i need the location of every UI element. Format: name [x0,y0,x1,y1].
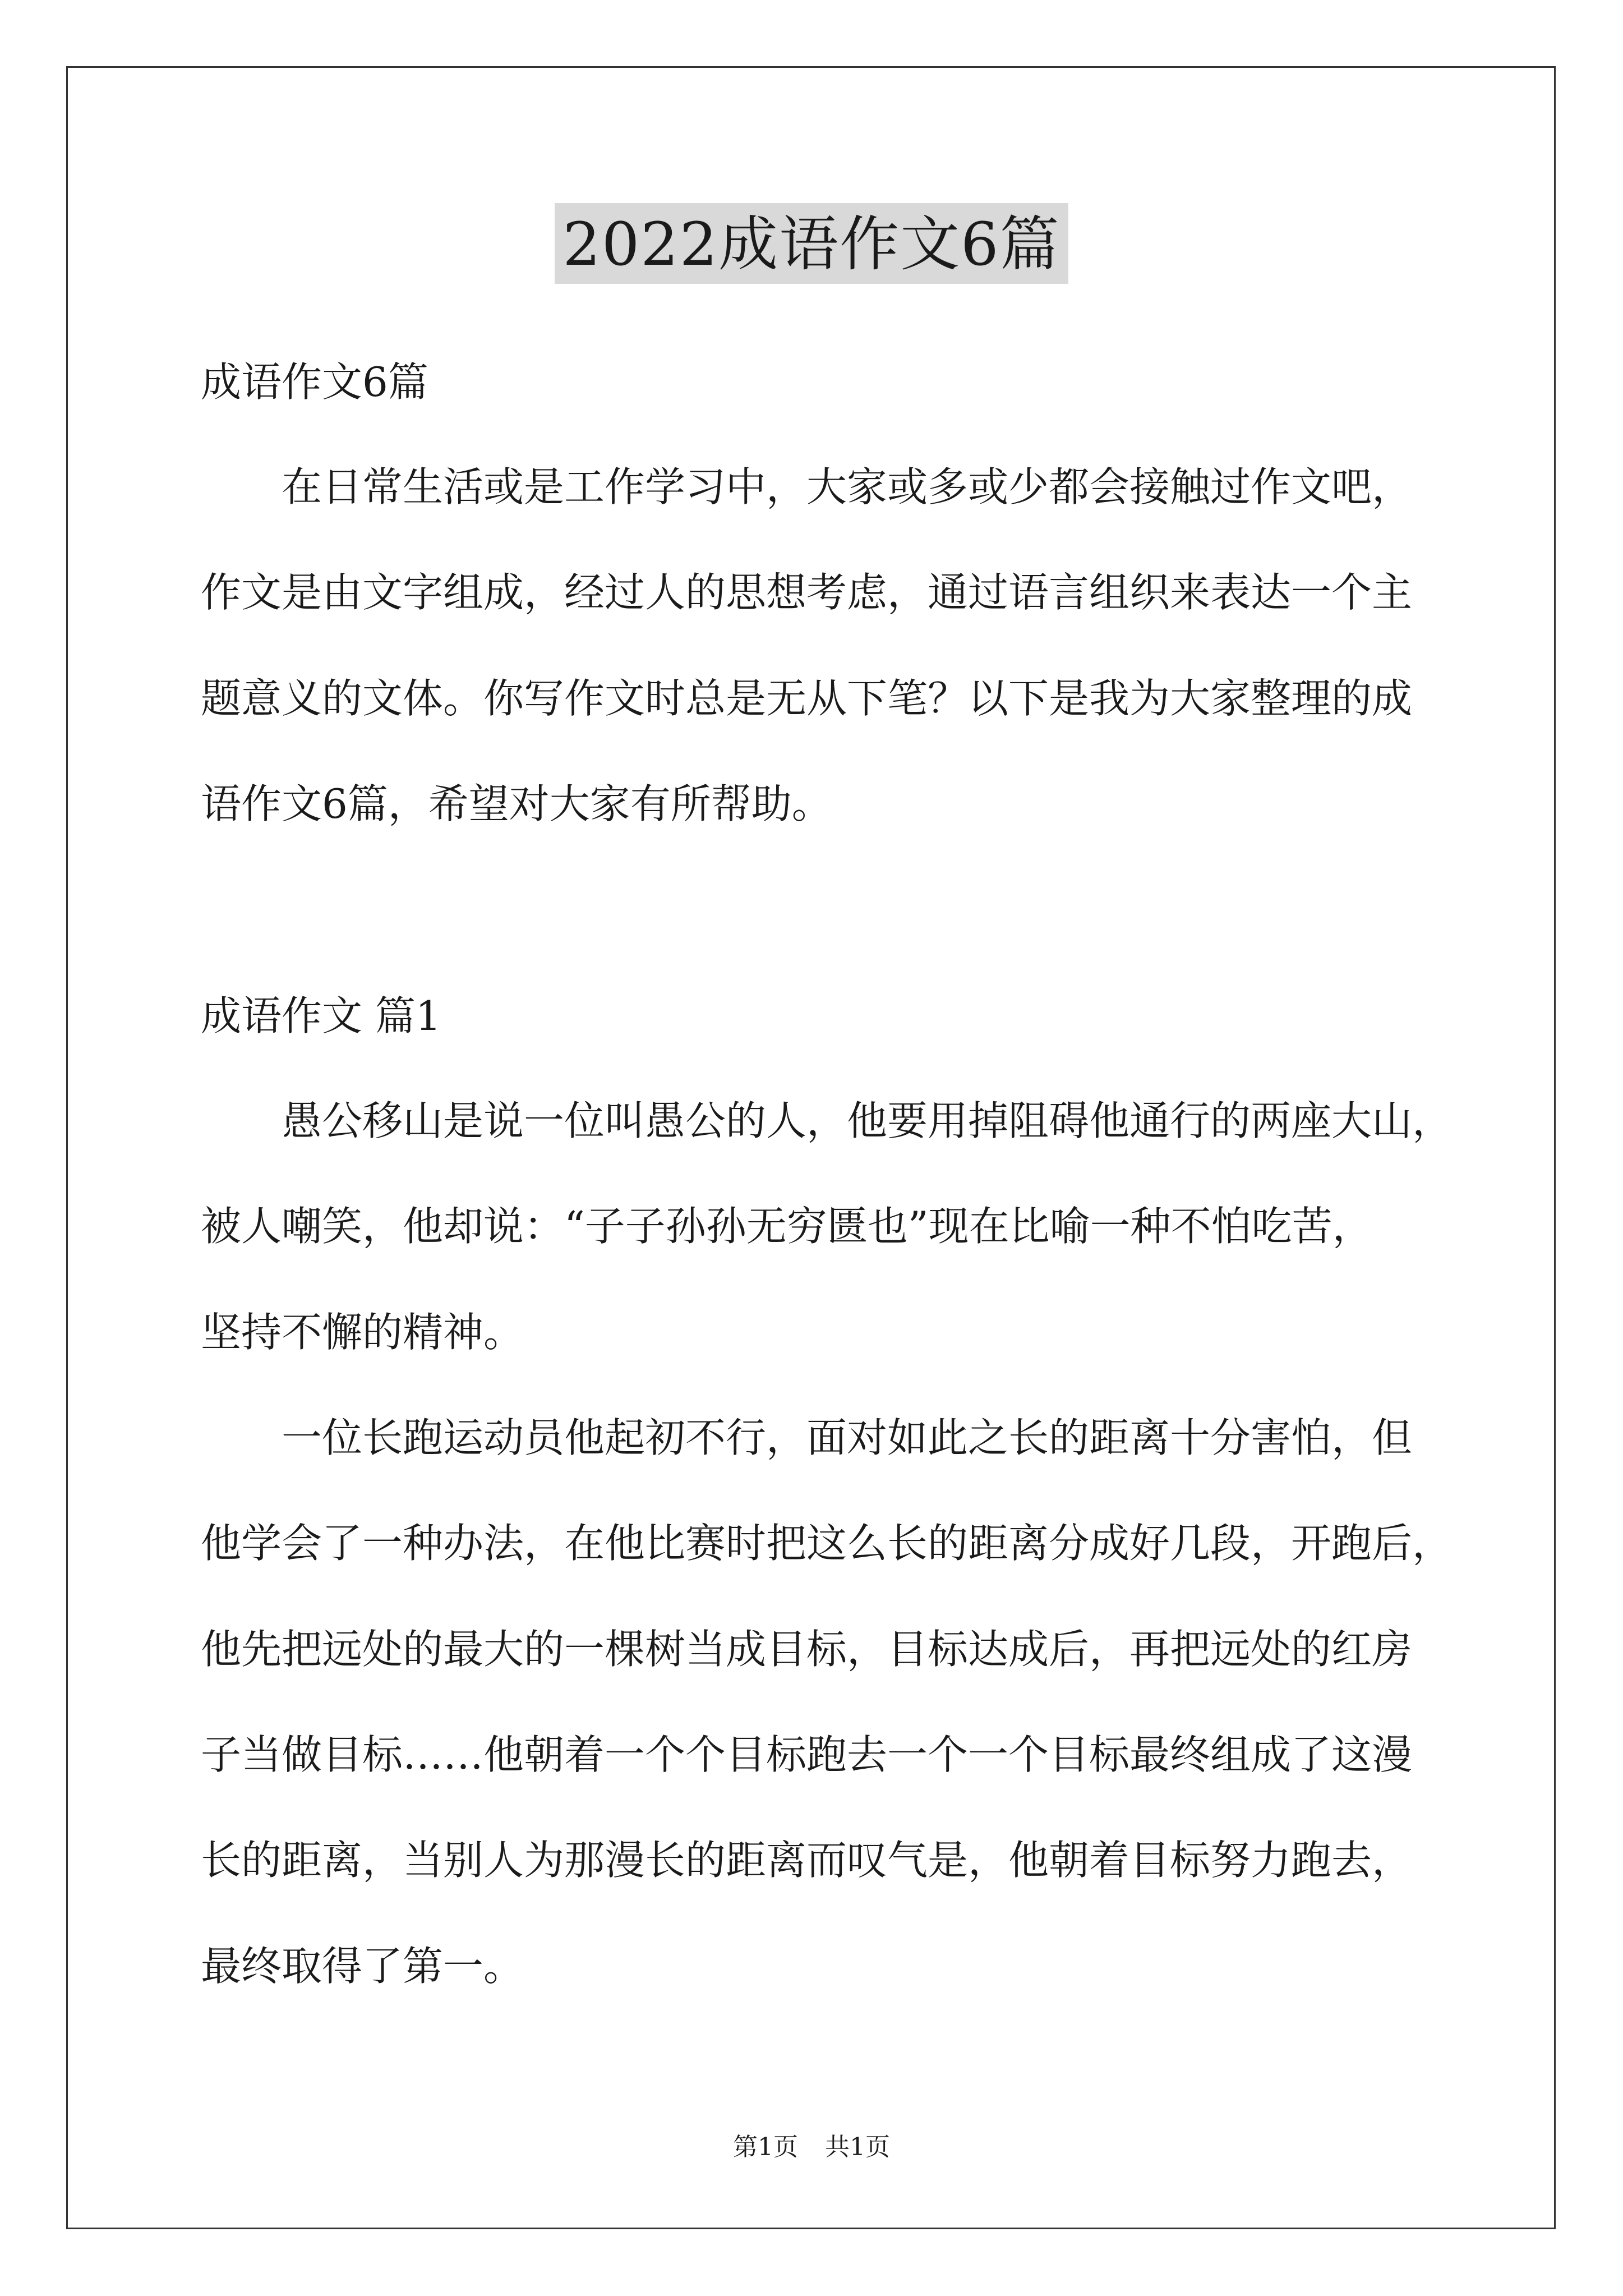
paragraph-line: 子当做目标……他朝着一个个目标跑去一个一个目标最终组成了这漫 [201,1731,1413,1778]
page-number: 第1页 [733,2133,798,2161]
title-container [0,203,1623,284]
intro-line: 题意义的文体。你写作文时总是无从下笔？以下是我为大家整理的成 [201,675,1413,722]
page-total: 共1页 [825,2133,890,2161]
page-footer [0,2132,1623,2163]
paragraph-line: 最终取得了第一。 [201,1943,524,1990]
paragraph-line: 被人嘲笑，他却说：“子子孙孙无穷匮也”现在比喻一种不怕吃苦， [201,1203,1373,1250]
paragraph-line: 坚持不懈的精神。 [201,1309,524,1356]
document-title: 2022成语作文6篇 [555,203,1068,284]
paragraph-line: 他先把远处的最大的一棵树当成目标，目标达成后，再把远处的红房 [201,1626,1413,1673]
intro-line: 作文是由文字组成，经过人的思想考虑，通过语言组织来表达一个主 [201,569,1413,616]
paragraph-line: 愚公移山是说一位叫愚公的人，他要用掉阻碍他通行的两座大山， [282,1097,1453,1144]
document-subtitle: 成语作文6篇 [201,358,428,406]
paragraph-line: 一位长跑运动员他起初不行，面对如此之长的距离十分害怕，但 [282,1414,1413,1461]
intro-line: 在日常生活或是工作学习中，大家或多或少都会接触过作文吧， [282,463,1413,510]
section-heading: 成语作文 篇1 [201,992,441,1039]
intro-line: 语作文6篇，希望对大家有所帮助。 [201,780,832,827]
paragraph-line: 长的距离，当别人为那漫长的距离而叹气是，他朝着目标努力跑去， [201,1837,1413,1884]
paragraph-line: 他学会了一种办法，在他比赛时把这么长的距离分成好几段，开跑后， [201,1520,1453,1567]
